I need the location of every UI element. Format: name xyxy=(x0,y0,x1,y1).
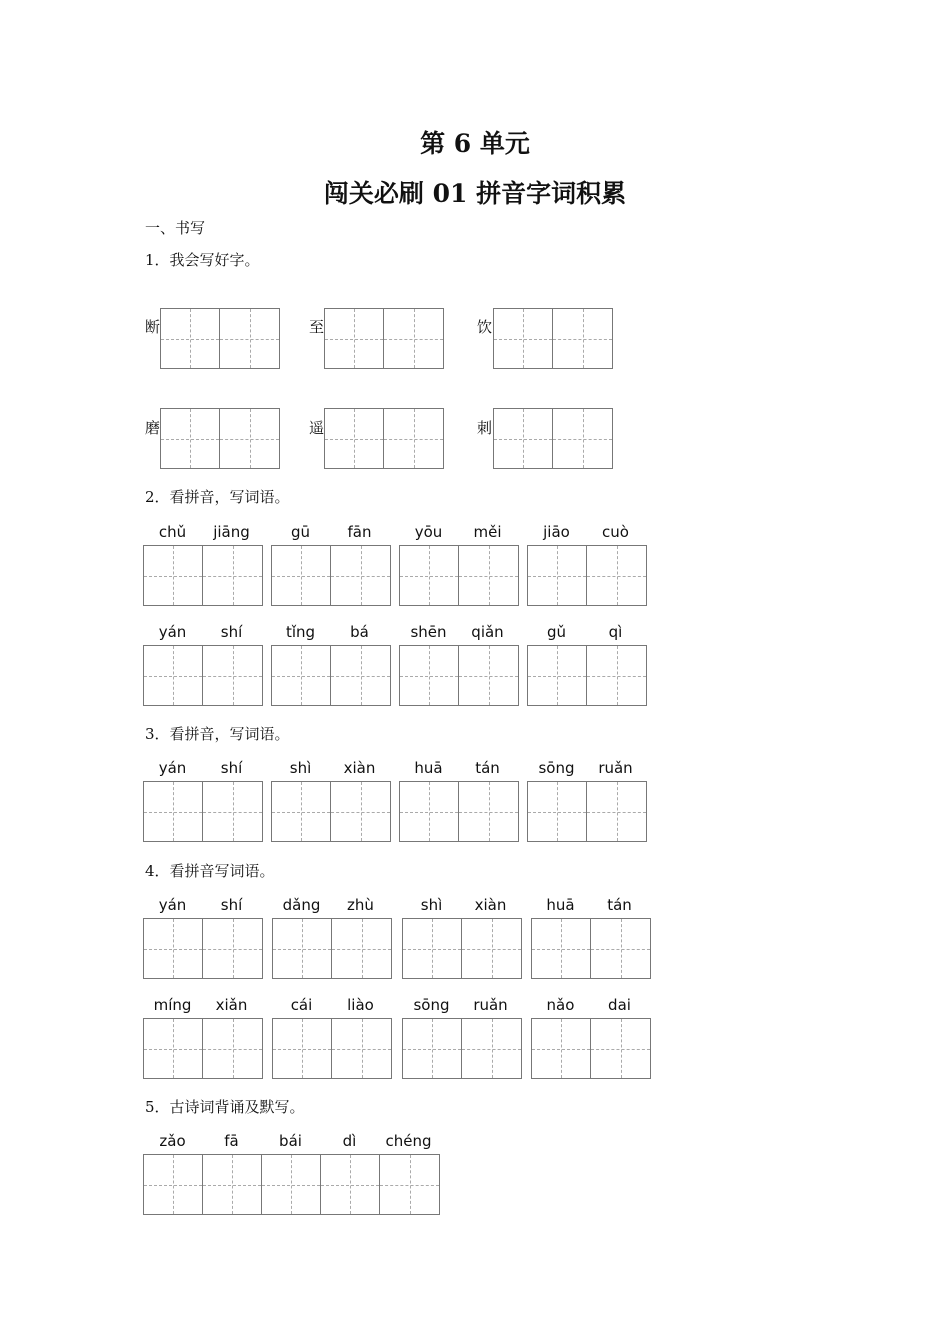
pinyin: xiǎn xyxy=(215,996,248,1014)
word-item xyxy=(402,896,522,979)
word-item xyxy=(527,623,647,706)
question-2-prompt: 2．看拼音，写词语。 xyxy=(145,488,290,506)
question-4-prompt: 4．看拼音写词语。 xyxy=(145,862,275,880)
pinyin: yán xyxy=(158,896,187,914)
writing-grid[interactable] xyxy=(143,1018,263,1079)
pinyin: bá xyxy=(350,623,369,641)
pinyin: gū xyxy=(290,523,311,541)
pinyin: sōng xyxy=(538,759,575,777)
word-item xyxy=(143,623,263,706)
pinyin: ruǎn xyxy=(473,996,508,1014)
pinyin: chéng xyxy=(385,1132,432,1150)
writing-grid[interactable] xyxy=(271,781,391,842)
pinyin: měi xyxy=(473,523,502,541)
word-item xyxy=(143,996,263,1079)
writing-grid[interactable] xyxy=(143,918,263,979)
question-3-prompt: 3．看拼音，写词语。 xyxy=(145,725,290,743)
writing-grid[interactable] xyxy=(143,545,263,606)
word-item xyxy=(143,759,263,842)
unit-title: 第 6 单元 xyxy=(420,129,530,158)
word-item xyxy=(527,523,647,606)
pinyin: yán xyxy=(158,623,187,641)
word-item xyxy=(271,623,391,706)
word-item xyxy=(272,996,392,1079)
pinyin: jiāng xyxy=(213,523,250,541)
model-character: 饮 xyxy=(477,318,493,336)
pinyin: chǔ xyxy=(158,523,187,541)
pinyin: xiàn xyxy=(474,896,507,914)
word-item xyxy=(271,523,391,606)
pinyin: tán xyxy=(607,896,632,914)
model-character: 遥 xyxy=(309,419,325,437)
pinyin: zhù xyxy=(347,896,374,914)
model-character: 磨 xyxy=(145,419,161,437)
word-item xyxy=(531,896,651,979)
writing-grid[interactable] xyxy=(493,308,613,369)
pinyin: gǔ xyxy=(546,623,567,641)
sheet-title: 闯关必刷 01 拼音字词积累 xyxy=(323,179,627,208)
writing-grid[interactable] xyxy=(402,918,522,979)
word-item xyxy=(399,523,519,606)
writing-grid[interactable] xyxy=(399,781,519,842)
section-heading: 一、书写 xyxy=(145,219,206,237)
pinyin: cái xyxy=(290,996,313,1014)
word-item xyxy=(399,623,519,706)
word-item xyxy=(143,896,263,979)
pinyin: dǎng xyxy=(282,896,321,914)
pinyin: dai xyxy=(608,996,631,1014)
pinyin: shí xyxy=(220,759,243,777)
pinyin: huā xyxy=(546,896,575,914)
pinyin: shì xyxy=(420,896,443,914)
writing-grid[interactable] xyxy=(527,645,647,706)
question-1-prompt: 1．我会写好字。 xyxy=(145,251,260,269)
pinyin: ruǎn xyxy=(598,759,633,777)
writing-grid[interactable] xyxy=(272,918,392,979)
word-item xyxy=(272,896,392,979)
model-character: 断 xyxy=(145,318,161,336)
writing-grid[interactable] xyxy=(271,545,391,606)
pinyin: yán xyxy=(158,759,187,777)
writing-grid[interactable] xyxy=(272,1018,392,1079)
pinyin: qiǎn xyxy=(471,623,504,641)
writing-grid[interactable] xyxy=(531,918,651,979)
writing-grid[interactable] xyxy=(143,645,263,706)
writing-grid[interactable] xyxy=(324,408,444,469)
writing-grid[interactable] xyxy=(143,1154,440,1215)
writing-grid[interactable] xyxy=(399,645,519,706)
pinyin: cuò xyxy=(602,523,629,541)
writing-grid[interactable] xyxy=(399,545,519,606)
word-item xyxy=(531,996,651,1079)
pinyin: shēn xyxy=(410,623,447,641)
pinyin: nǎo xyxy=(546,996,575,1014)
word-item xyxy=(143,523,263,606)
pinyin: míng xyxy=(153,996,192,1014)
pinyin: shì xyxy=(289,759,312,777)
pinyin: shí xyxy=(220,623,243,641)
writing-grid[interactable] xyxy=(160,308,280,369)
pinyin: jiāo xyxy=(543,523,570,541)
word-item xyxy=(271,759,391,842)
pinyin: dì xyxy=(342,1132,357,1150)
model-character: 刺 xyxy=(477,419,493,437)
pinyin: tǐng xyxy=(285,623,316,641)
writing-grid[interactable] xyxy=(493,408,613,469)
word-item xyxy=(527,759,647,842)
writing-grid[interactable] xyxy=(143,781,263,842)
writing-grid[interactable] xyxy=(527,781,647,842)
question-5-prompt: 5．古诗词背诵及默写。 xyxy=(145,1098,305,1116)
pinyin: bái xyxy=(279,1132,302,1150)
pinyin: yōu xyxy=(414,523,443,541)
word-item xyxy=(399,759,519,842)
pinyin: huā xyxy=(414,759,443,777)
pinyin: fā xyxy=(224,1132,239,1150)
writing-grid[interactable] xyxy=(531,1018,651,1079)
writing-grid[interactable] xyxy=(324,308,444,369)
pinyin: shí xyxy=(220,896,243,914)
pinyin: fān xyxy=(347,523,372,541)
pinyin: tán xyxy=(475,759,500,777)
pinyin: zǎo xyxy=(159,1132,186,1150)
pinyin: sōng xyxy=(413,996,450,1014)
question-5-word-item xyxy=(143,1132,440,1215)
pinyin: xiàn xyxy=(343,759,376,777)
word-item xyxy=(402,996,522,1079)
writing-grid[interactable] xyxy=(527,545,647,606)
pinyin: liào xyxy=(347,996,374,1014)
writing-grid[interactable] xyxy=(271,645,391,706)
pinyin: qì xyxy=(608,623,623,641)
writing-grid[interactable] xyxy=(160,408,280,469)
model-character: 至 xyxy=(309,318,325,336)
writing-grid[interactable] xyxy=(402,1018,522,1079)
